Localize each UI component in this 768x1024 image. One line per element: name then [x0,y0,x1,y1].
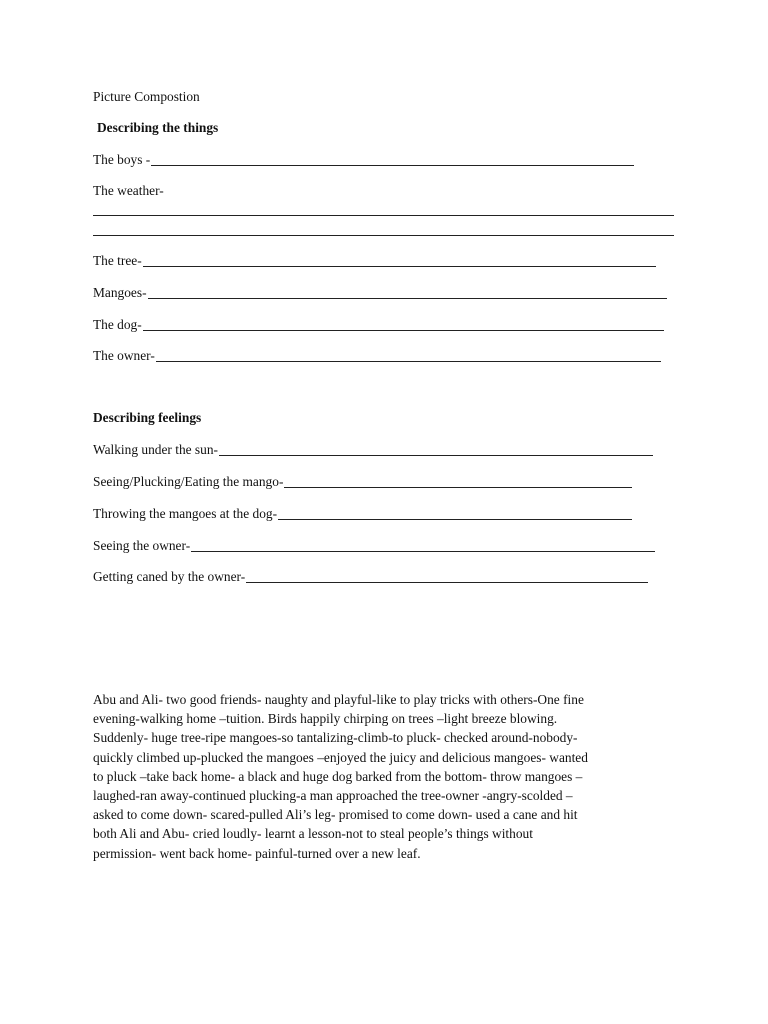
row-tree [93,251,656,269]
label-boys: The boys - [93,152,151,167]
story-line: to pluck –take back home- a black and huge dog barked from the bottom- throw mangoes – [93,768,583,784]
answer-line-mango[interactable] [284,487,632,488]
story-line: asked to come down- scared-pulled Ali’s leg- promised to come down- used a cane and hit [93,807,578,823]
answer-line-owner[interactable] [156,361,661,362]
story-line: laughed-ran away-continued plucking-a man approached the tree-owner -angry-scolded – [93,788,573,804]
label-owner: The owner- [93,348,155,363]
row-owner [93,346,661,364]
answer-line-seeing-owner[interactable] [191,551,655,552]
answer-line-throwing[interactable] [278,519,632,520]
story-line: Abu and Ali- two good friends- naughty and playful-like to play tricks with others-One fine [93,692,584,707]
section-heading-feelings: Describing feelings [93,410,202,425]
label-tree: The tree- [93,253,142,268]
row-boys [93,150,634,168]
label-mangoes: Mangoes- [93,285,147,300]
label-weather: The weather- [93,183,164,198]
answer-line-dog[interactable] [143,330,664,331]
story-line: Suddenly- huge tree-ripe mangoes-so tantalizing-climb-to pluck- checked around-nobody- [93,730,578,746]
label-caned: Getting caned by the owner- [93,569,246,584]
page-title: Picture Compostion [93,89,200,104]
answer-line-boys[interactable] [151,165,634,166]
answer-line-caned[interactable] [246,582,648,583]
answer-line-tree[interactable] [143,266,656,267]
row-seeing-owner [93,536,655,554]
answer-line-sun[interactable] [219,455,653,456]
row-mangoes [93,283,667,301]
label-seeing-owner: Seeing the owner- [93,538,191,553]
label-dog: The dog- [93,317,142,332]
answer-line-weather-1[interactable] [93,215,674,216]
label-sun: Walking under the sun- [93,442,218,457]
label-mango: Seeing/Plucking/Eating the mango- [93,474,284,489]
row-caned [93,567,648,585]
section-heading-things: Describing the things [97,120,219,135]
answer-line-mangoes[interactable] [148,298,667,299]
story-line: permission- went back home- painful-turned over a new leaf. [93,845,421,861]
row-mango [93,472,632,490]
row-sun [93,440,653,458]
story-line: both Ali and Abu- cried loudly- learnt a lesson-not to steal people’s things without [93,826,533,842]
story-paragraph [93,690,693,863]
row-dog [93,315,664,333]
story-line: quickly climbed up-plucked the mangoes –enjoyed the juicy and delicious mangoes- wanted [93,749,588,765]
story-line: evening-walking home –tuition. Birds happily chirping on trees –light breeze blowing. [93,711,558,727]
label-throwing: Throwing the mangoes at the dog- [93,506,278,521]
answer-line-weather-2[interactable] [93,235,674,236]
row-throwing [93,504,632,522]
